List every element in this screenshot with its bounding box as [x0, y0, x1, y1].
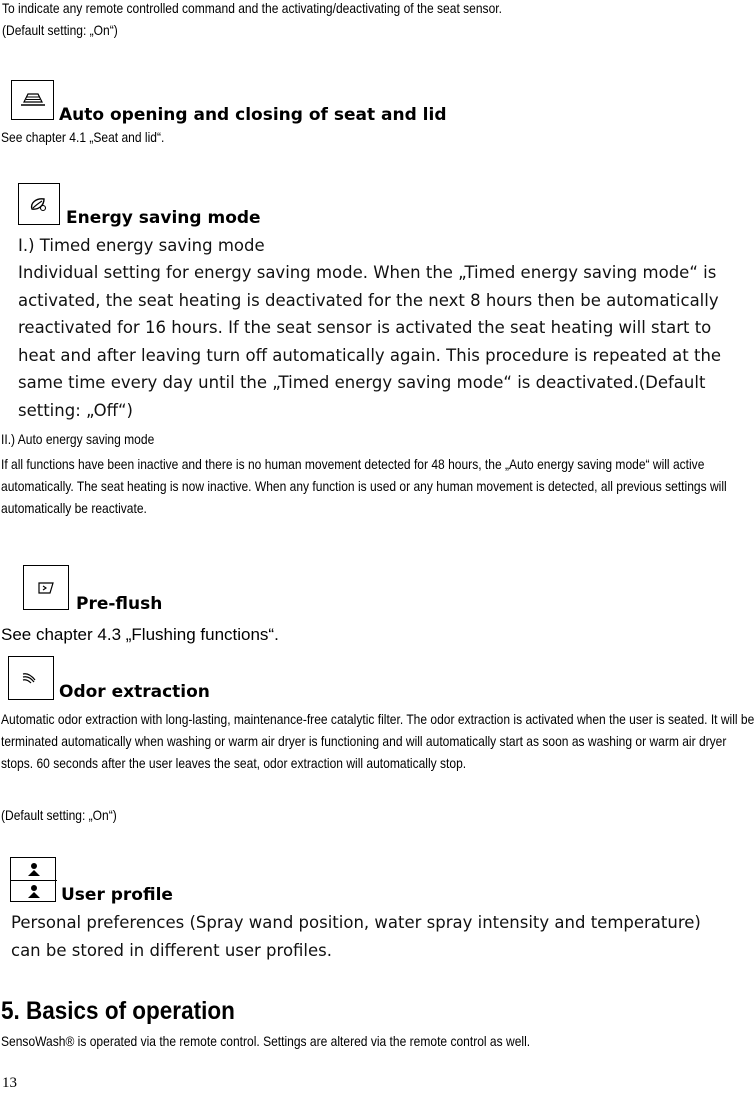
- energy-title: Energy saving mode: [66, 208, 261, 228]
- intro-line-2: (Default setting: „On“): [2, 22, 118, 38]
- seat-lid-icon: [11, 80, 54, 120]
- profile-line: Personal preferences (Spray wand position, water spray intensity and temperature): [11, 913, 701, 932]
- auto-open-ref: See chapter 4.1 „Seat and lid“.: [1, 129, 165, 145]
- preflush-title: Pre-flush: [76, 594, 163, 614]
- energy-timed-line: heat and after leaving turn off automatically again. This procedure is repeated at the: [18, 345, 722, 365]
- energy-auto-label: II.) Auto energy saving mode: [1, 431, 155, 447]
- auto-open-title: Auto opening and closing of seat and lid: [59, 105, 447, 125]
- energy-timed-text: [18, 259, 721, 424]
- odor-default: (Default setting: „On“): [1, 807, 117, 823]
- page-number: 13: [2, 1075, 17, 1091]
- profile-title: User profile: [61, 885, 173, 905]
- intro-line-1: To indicate any remote controlled command and the activating/deactivating of the seat sensor.: [2, 0, 502, 16]
- energy-leaf-icon: [18, 183, 60, 225]
- odor-waves-icon: [8, 656, 54, 700]
- profile-text: [11, 909, 701, 964]
- energy-timed-line: setting: „Off“): [18, 400, 133, 420]
- energy-timed-label: I.) Timed energy saving mode: [18, 236, 265, 255]
- basics-text: SensoWash® is operated via the remote control. Settings are altered via the remote control as well.: [1, 1033, 531, 1049]
- energy-timed-line: reactivated for 16 hours. If the seat sensor is activated the seat heating will start to: [18, 318, 712, 337]
- pre-flush-icon: [23, 565, 69, 610]
- odor-text: Automatic odor extraction with long-lasting, maintenance-free catalytic filter. The odor extraction is activated when the user is seated. It will be terminated automatically when washing or warm air dryer is functioning and will automatically start as soon as washing or warm air dryer stops. 60 seconds after the user leaves the seat, odor extraction will automatically stop.: [1, 711, 755, 771]
- basics-title: 5. Basics of operation: [1, 997, 235, 1025]
- energy-auto-text: If all functions have been inactive and there is no human movement detected for 48 hours, the „Auto energy saving mode“ will active automatically. The seat heating is now inactive. When any function is used or any human movement is detected, all previous settings will automatically be reactivate.: [1, 456, 727, 516]
- energy-timed-line: same time every day until the „Timed energy saving mode“ is deactivated.(Default: [18, 373, 706, 392]
- energy-timed-line: Individual setting for energy saving mode. When the „Timed energy saving mode“ is: [18, 263, 717, 282]
- energy-timed-line: activated, the seat heating is deactivated for the next 8 hours then be automatically: [18, 290, 719, 310]
- preflush-ref: See chapter 4.3 „Flushing functions“.: [1, 625, 279, 644]
- profile-line: can be stored in different user profiles.: [11, 940, 333, 960]
- odor-title: Odor extraction: [59, 682, 210, 702]
- user-profile-icon: [10, 857, 56, 902]
